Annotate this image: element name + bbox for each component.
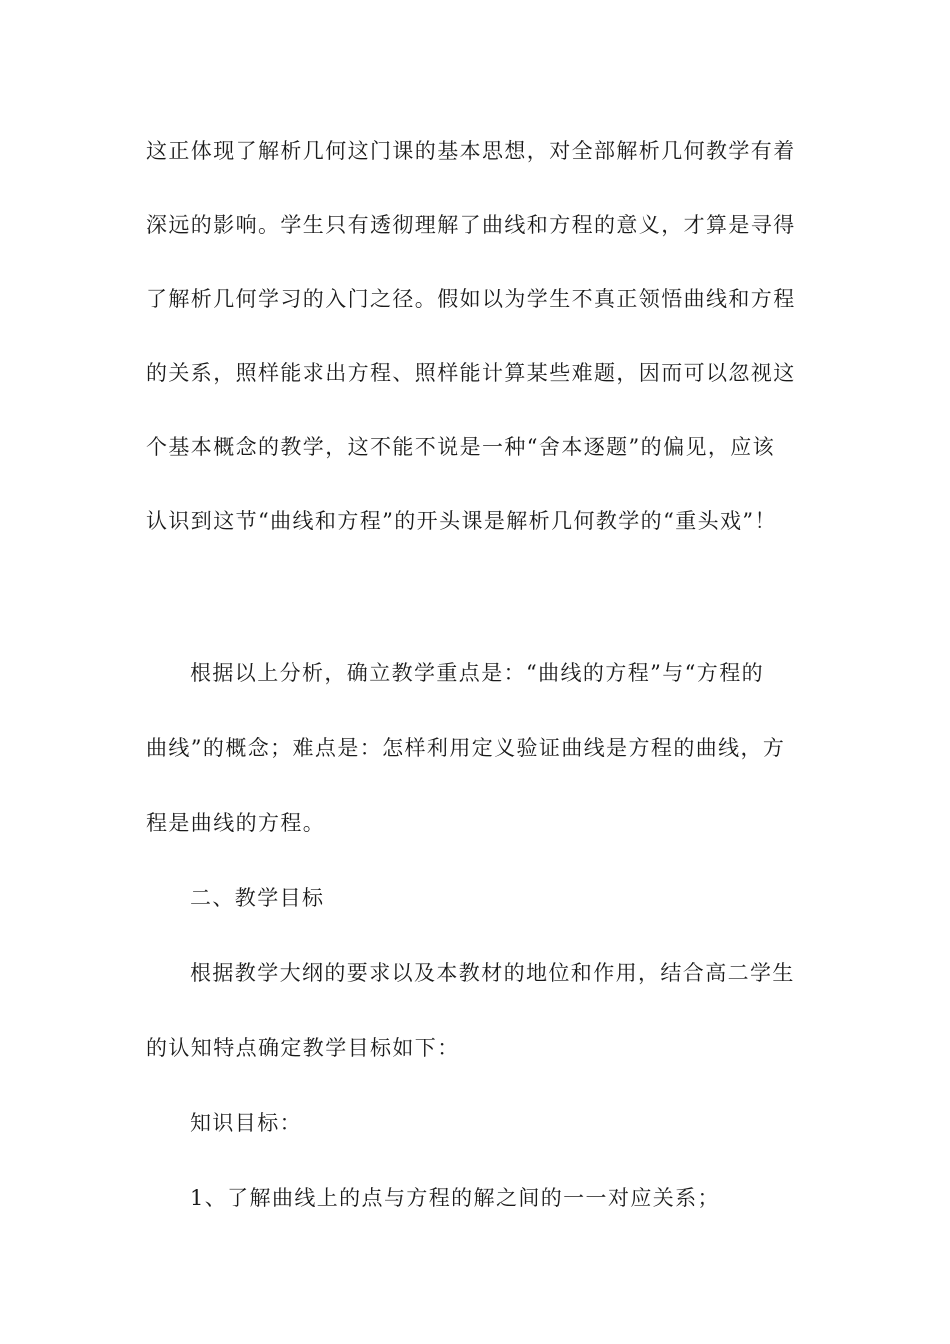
paragraph-line: 根据以上分析，确立教学重点是：“曲线的方程”与“方程的 xyxy=(190,661,765,685)
paragraph-line: 个基本概念的教学，这不能不说是一种“舍本逐题”的偏见，应该 xyxy=(146,435,776,459)
paragraph-line: 的认知特点确定教学目标如下： xyxy=(146,1036,460,1060)
paragraph-line: 的关系，照样能求出方程、照样能计算某些难题，因而可以忽视这 xyxy=(146,361,796,385)
paragraph-line: 深远的影响。学生只有透彻理解了曲线和方程的意义，才算是寻得 xyxy=(146,213,796,237)
paragraph-line: 了解析几何学习的入门之径。假如以为学生不真正领悟曲线和方程 xyxy=(146,287,796,311)
paragraph-line: 根据教学大纲的要求以及本教材的地位和作用，结合高二学生 xyxy=(190,961,795,985)
list-item: 1、了解曲线上的点与方程的解之间的一一对应关系； xyxy=(190,1186,720,1210)
subsection-heading: 知识目标： xyxy=(190,1111,302,1135)
paragraph-line: 程是曲线的方程。 xyxy=(146,811,326,835)
section-heading: 二、教学目标 xyxy=(190,886,325,910)
paragraph-line: 这正体现了解析几何这门课的基本思想，对全部解析几何教学有着 xyxy=(146,139,796,163)
paragraph-line: 认识到这节“曲线和方程”的开头课是解析几何教学的“重头戏”！ xyxy=(146,509,777,533)
paragraph-line: 曲线”的概念；难点是：怎样利用定义验证曲线是方程的曲线，方 xyxy=(146,736,786,760)
